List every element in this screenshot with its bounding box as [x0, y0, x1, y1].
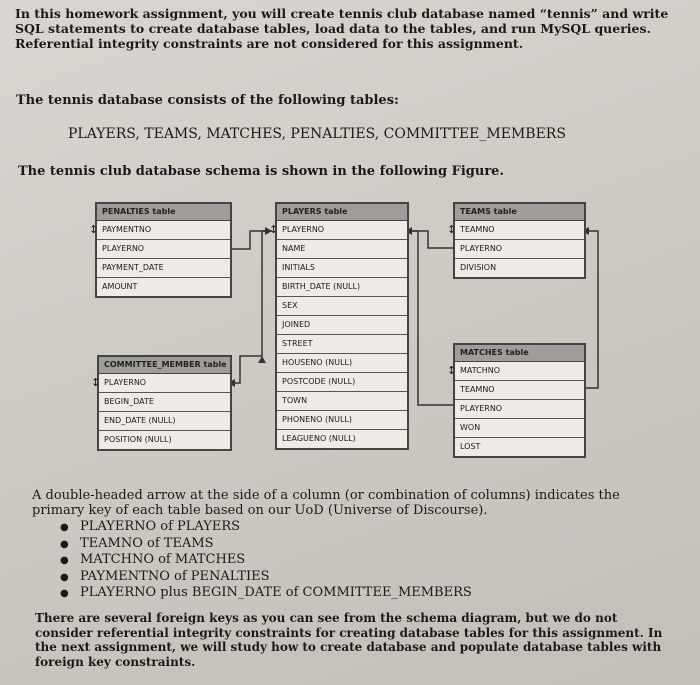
column-name: PLAYERNO — [460, 404, 503, 413]
table-row — [455, 400, 584, 419]
table-row — [277, 354, 407, 373]
column-name: TEAMNO — [460, 385, 495, 394]
list-item-text: PAYMENTNO of PENALTIES — [80, 568, 270, 584]
table-row — [97, 278, 230, 296]
table-row — [277, 240, 407, 259]
bullet-icon: ● — [60, 571, 69, 583]
fk-line-committee-players — [228, 231, 272, 383]
table-row — [447, 221, 584, 240]
column-name: STREET — [282, 339, 313, 348]
table-row — [89, 221, 230, 240]
bullet-icon: ● — [60, 588, 69, 600]
column-name: PAYMENT_DATE — [102, 263, 164, 272]
primary-key-arrow-icon: ↕ — [447, 223, 457, 236]
table-row — [447, 362, 584, 381]
table-row — [455, 381, 584, 400]
column-name: DIVISION — [460, 263, 497, 272]
table-row — [277, 316, 407, 335]
table-row — [99, 412, 230, 431]
column-name: MATCHNO — [460, 366, 501, 375]
column-name: BEGIN_DATE — [104, 397, 154, 406]
table-row — [455, 438, 584, 456]
primary-key-arrow-icon: ↕ — [89, 223, 99, 236]
list-item — [60, 552, 472, 569]
committee-members-table — [91, 355, 232, 451]
matches-table — [447, 343, 586, 458]
intro-paragraph: In this homework assignment, you will create tennis club database named “tennis” and write SQL statements to create database tables, load data to the tables, and run MySQL queries. Referential integrity constraints are not considered for this assignment. — [15, 6, 669, 51]
arrow-note: A double-headed arrow at the side of a column (or combination of columns) indicates the primary key of each table based on our UoD (Universe of Discourse). — [32, 488, 620, 518]
table-row — [277, 430, 407, 448]
fk-line-teams-players — [405, 231, 453, 248]
column-name: LOST — [460, 442, 481, 451]
column-name: PLAYERNO — [104, 378, 147, 387]
primary-key-arrow-icon: ↕ — [447, 364, 457, 377]
tables-intro: The tennis database consists of the following tables: — [16, 93, 399, 108]
table-header: PLAYERS table — [277, 204, 407, 221]
schema-intro: The tennis club database schema is shown in the following Figure. — [18, 164, 504, 179]
table-header: TEAMS table — [455, 204, 584, 221]
list-item — [60, 536, 472, 553]
list-item-text: TEAMNO of TEAMS — [80, 535, 214, 551]
column-name: TOWN — [282, 396, 308, 405]
table-list: PLAYERS, TEAMS, MATCHES, PENALTIES, COMMITTEE_MEMBERS — [68, 126, 566, 142]
table-header: PENALTIES table — [97, 204, 230, 221]
column-name: WON — [460, 423, 481, 432]
primary-key-arrow-icon: ↕ — [91, 376, 101, 389]
column-name: INITIALS — [282, 263, 315, 272]
teams-table — [447, 202, 586, 279]
column-name: TEAMNO — [460, 225, 495, 234]
column-name: PLAYERNO — [282, 225, 325, 234]
closing-paragraph: There are several foreign keys as you can see from the schema diagram, but we do not consider referential integrity constraints for creating database tables for this assignment. In the next assignment, we will study how to create database and populate database tables with foreign key constraints. — [35, 611, 663, 669]
table-row — [277, 373, 407, 392]
column-name: PHONENO (NULL) — [282, 415, 352, 424]
table-row — [277, 335, 407, 354]
fk-line-matches-players — [405, 231, 453, 405]
penalties-table — [89, 202, 232, 298]
table-header: COMMITTEE_MEMBER table — [99, 357, 230, 374]
column-name: AMOUNT — [102, 282, 138, 291]
bullet-icon: ● — [60, 522, 69, 533]
table-row — [99, 431, 230, 449]
table-row — [99, 393, 230, 412]
table-row — [277, 259, 407, 278]
column-name: HOUSENO (NULL) — [282, 358, 353, 367]
table-row — [455, 419, 584, 438]
bullet-icon: ● — [60, 538, 69, 550]
table-header: MATCHES table — [455, 345, 584, 362]
column-name: END_DATE (NULL) — [104, 416, 176, 425]
column-name: SEX — [282, 301, 298, 310]
table-row — [97, 240, 230, 259]
list-item-text: PLAYERNO plus BEGIN_DATE of COMMITTEE_MEMBERS — [80, 585, 472, 601]
arrowhead — [258, 356, 266, 363]
column-name: BIRTH_DATE (NULL) — [282, 282, 361, 291]
column-name: PLAYERNO — [102, 244, 145, 253]
bullet-icon: ● — [60, 555, 69, 567]
table-row — [97, 259, 230, 278]
column-name: PLAYERNO — [460, 244, 503, 253]
list-item — [60, 585, 472, 602]
column-name: PAYMENTNO — [102, 225, 152, 234]
list-item — [60, 519, 472, 536]
column-name: POSTCODE (NULL) — [282, 377, 356, 386]
table-row — [455, 259, 584, 277]
column-name: LEAGUENO (NULL) — [282, 434, 356, 443]
list-item — [60, 569, 472, 586]
primary-key-arrow-icon: ↕ — [269, 223, 279, 236]
table-row — [277, 278, 407, 297]
table-row — [277, 392, 407, 411]
column-name: JOINED — [282, 320, 311, 329]
table-row — [455, 240, 584, 259]
table-row — [277, 297, 407, 316]
table-row — [91, 374, 230, 393]
column-name: NAME — [282, 244, 306, 253]
column-name: POSITION (NULL) — [104, 435, 172, 444]
table-row — [269, 221, 407, 240]
table-row — [277, 411, 407, 430]
players-table — [269, 202, 409, 450]
primary-key-list — [60, 519, 472, 602]
list-item-text: MATCHNO of MATCHES — [80, 552, 246, 568]
list-item-text: PLAYERNO of PLAYERS — [80, 519, 241, 534]
